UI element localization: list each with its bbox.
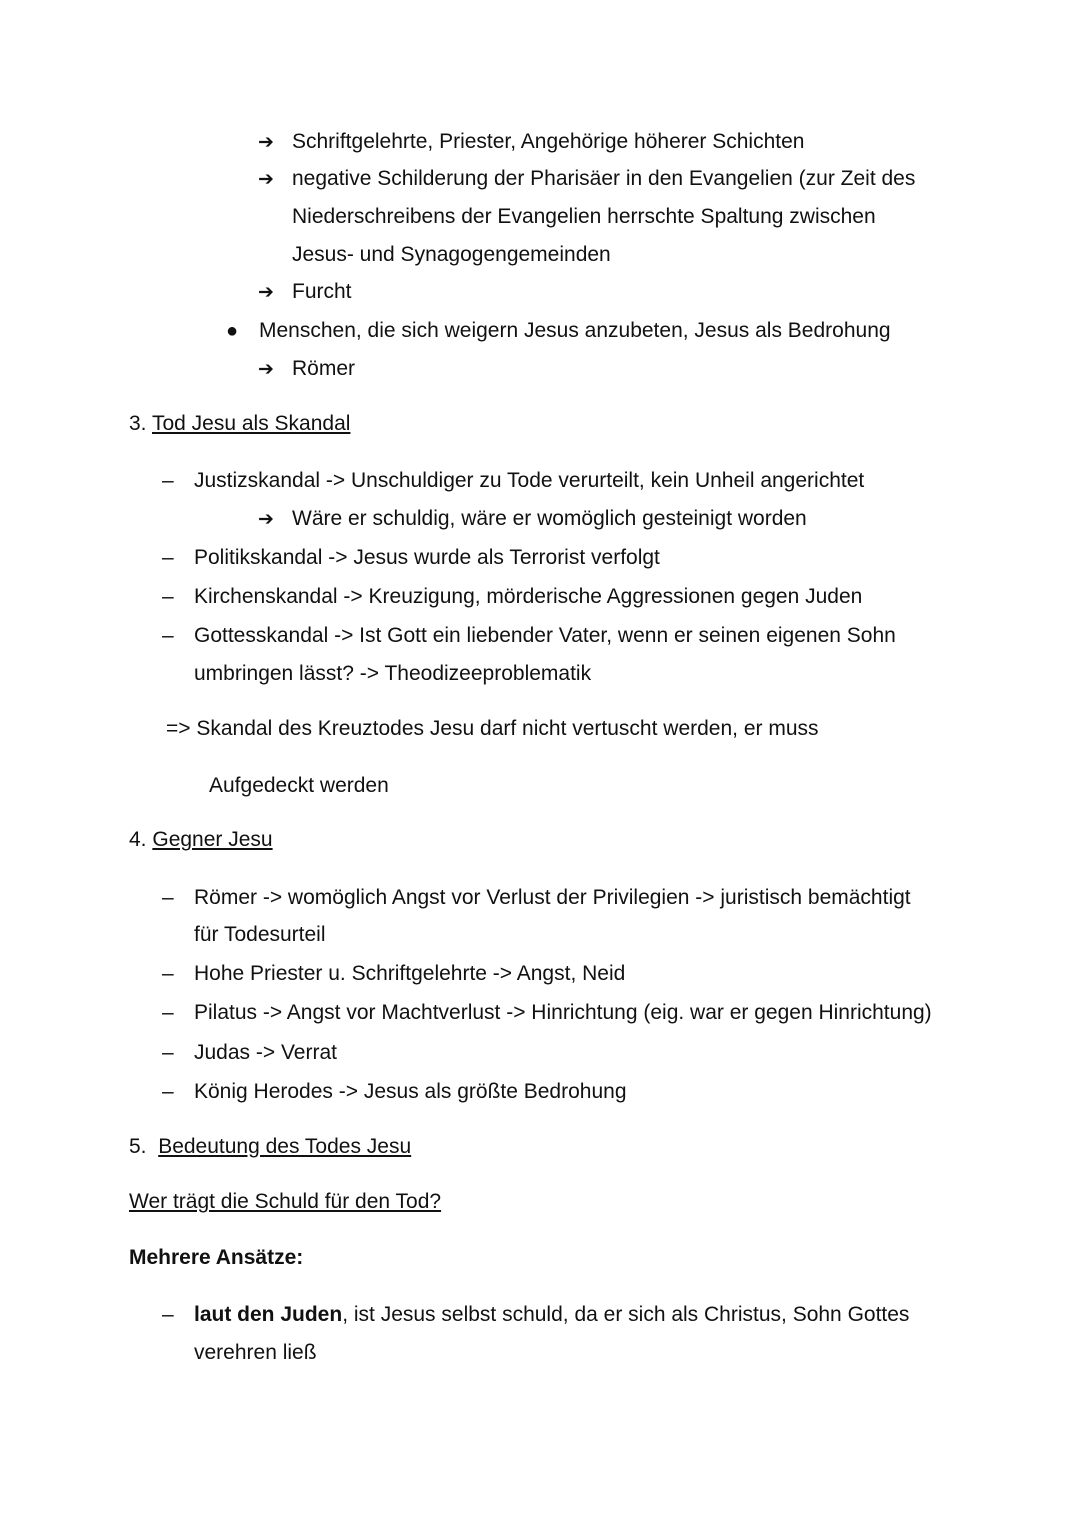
dash-icon: – <box>162 1080 174 1103</box>
dash-icon: – <box>162 546 174 569</box>
dash-icon: – <box>162 962 174 985</box>
dash-item-text-line1: Gottesskandal -> Ist Gott ein liebender Vater, wenn er seinen eigenen Sohn <box>194 624 896 647</box>
dash-icon: – <box>162 624 174 647</box>
conclusion-line: => Skandal des Kreuztodes Jesu darf nicht vertuscht werden, er muss <box>166 717 819 740</box>
dash-icon: – <box>162 1303 174 1326</box>
dash-icon: – <box>162 1001 174 1024</box>
arrow-icon: ➔ <box>258 509 274 530</box>
arrow-icon: ➔ <box>258 282 274 303</box>
arrow-icon: ➔ <box>258 132 274 153</box>
dash-icon: – <box>162 469 174 492</box>
bullet-icon: ● <box>226 320 239 342</box>
dash-item-text-line1: Römer -> womöglich Angst vor Verlust der Privilegien -> juristisch bemächtigt <box>194 886 911 909</box>
dash-item-text-line2: für Todesurteil <box>194 923 326 946</box>
dash-item-text-line2: umbringen lässt? -> Theodizeeproblematik <box>194 662 592 685</box>
arrow-item-text-line3: Jesus- und Synagogengemeinden <box>292 243 611 266</box>
arrow-icon: ➔ <box>258 359 274 380</box>
arrow-icon: ➔ <box>258 169 274 190</box>
conclusion-line: Aufgedeckt werden <box>209 774 389 797</box>
section-heading: 5. Bedeutung des Todes Jesu <box>129 1135 412 1158</box>
arrow-item-text-line2: Niederschreibens der Evangelien herrschte Spaltung zwischen <box>292 205 876 228</box>
section-heading: 4. Gegner Jesu <box>129 828 273 851</box>
approaches-heading: Mehrere Ansätze: <box>129 1246 304 1269</box>
approach-text-line1: laut den Juden, ist Jesus selbst schuld, da er sich als Christus, Sohn Gottes <box>194 1303 910 1326</box>
arrow-list-item: ➔ Furcht <box>258 273 352 312</box>
arrow-list-item <box>258 160 292 199</box>
approach-text-line2: verehren ließ <box>194 1341 317 1364</box>
arrow-item-text-line1: negative Schilderung der Pharisäer in den Evangelien (zur Zeit des <box>292 167 916 190</box>
section-heading: 3. Tod Jesu als Skandal <box>129 412 351 435</box>
arrow-list-item: ➔ Römer <box>258 350 355 389</box>
arrow-list-item: ➔ Wäre er schuldig, wäre er womöglich gesteinigt worden <box>258 500 807 539</box>
dash-icon: – <box>162 886 174 909</box>
arrow-list-item: ➔ Schriftgelehrte, Priester, Angehörige höherer Schichten <box>258 123 804 162</box>
question-heading: Wer trägt die Schuld für den Tod? <box>129 1190 442 1213</box>
dash-icon: – <box>162 585 174 608</box>
dash-icon: – <box>162 1041 174 1064</box>
